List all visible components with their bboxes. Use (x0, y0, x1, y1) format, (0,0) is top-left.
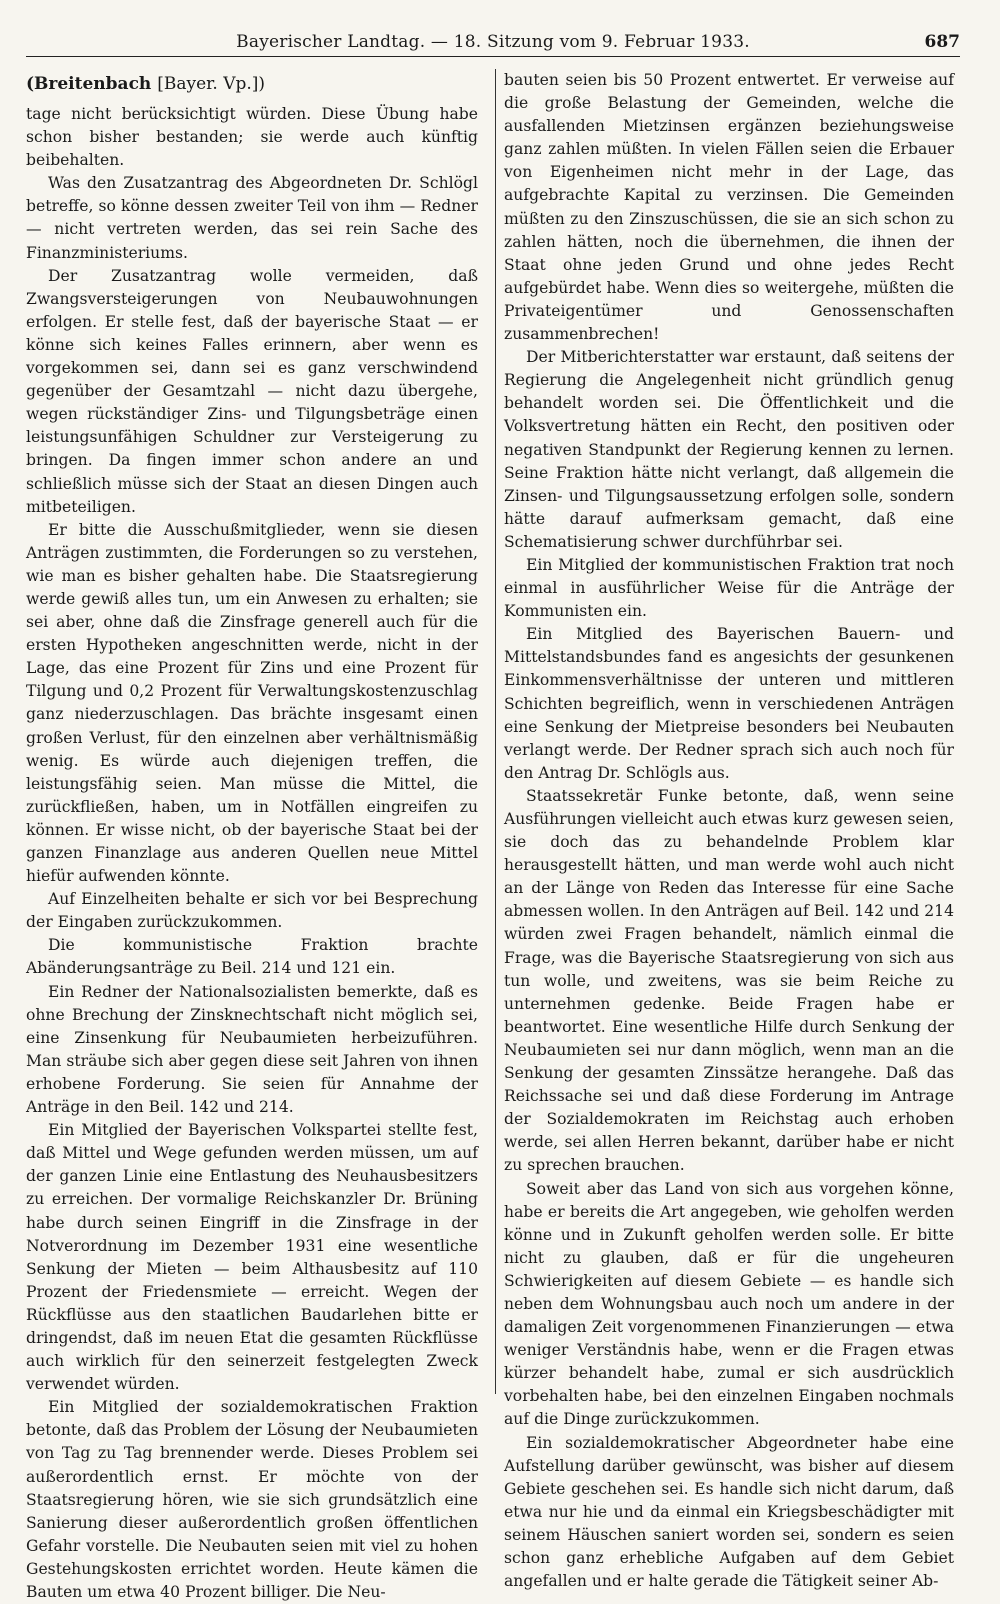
paragraph: Er bitte die Ausschußmitglieder, wenn sie diesen Anträgen zustimmten, die Forderungen so zu verstehen, wie man es bisher gehalten habe. Die Staatsregierung werde gewiß alles tun, um ein Anwesen zu erhalten; sie sei aber, ohne daß die Zinsfrage generell auch für die ersten Hypotheken angeschnitten werde, nicht in der Lage, das eine Prozent für Zins und eine Prozent für Tilgung und 0,2 Prozent für Verwaltungskostenzuschlag ganz niederzuschlagen. Das brächte insgesamt einen großen Verlust, für den einzelnen aber verhältnismäßig wenig. Es würde auch diejenigen treffen, die leistungsfähig seien. Man müsse die Mittel, die zurückfließen, haben, um in Notfällen eingreifen zu können. Er wisse nicht, ob der bayerische Staat bei der ganzen Finanzlage aus anderen Quellen neue Mittel hiefür aufwenden könnte. (26, 520, 478, 886)
paragraph: Ein sozialdemokratischer Abgeordneter habe eine Aufstellung darüber gewünscht, was bisher auf diesem Gebiete geschehen sei. Es handle sich nicht darum, daß etwa nur hie und da einmal ein Kriegsbeschädigter mit seinem Häuschen saniert worden sei, sondern es seien schon ganz erhebliche Aufgaben auf dem Gebiet angefallen und er halte gerade die Tätigkeit seiner Ab- (504, 1433, 954, 1591)
paragraph: Was den Zusatzantrag des Abgeordneten Dr. Schlögl betreffe, so könne dessen zweiter Teil von ihm — Redner — nicht vertreten werden, das sei rein Sache des Finanzministeriums. (26, 174, 478, 262)
paragraph: bauten seien bis 50 Prozent entwertet. Er verweise auf die große Belastung der Gemeinden, welche die ausfallenden Mietzinsen ergänzen beziehungsweise ganz zahlen müßten. In vielen Fällen seien die Erbauer von Eigenheimen nicht mehr in der Lage, das aufgebrachte Kapital zu verzinsen. Die Gemeinden müßten zu den Zinszuschüssen, die sie an sich schon zu zahlen hätten, noch die übernehmen, die ihnen der Staat ohne jeden Grund und ohne jedes Recht aufgebürdet habe. Wenn dies so weitergehe, müßten die Privateigentümer und Genossenschaften zusammenbrechen! (504, 71, 954, 344)
paragraph: Staatssekretär Funke betonte, daß, wenn seine Ausführungen vielleicht auch etwas kurz gewesen seien, sie doch das zu behandelnde Problem klar herausgestellt hätten, und man werde wohl auch nicht an der Länge von Reden das Interesse für eine Sache abmessen wollen. In den Anträgen auf Beil. 142 und 214 würden zwei Fragen behandelt, nämlich einmal die Frage, was die Bayerische Staatsregierung von sich aus tun wolle, und zweitens, was sie beim Reiche zu unternehmen gedenke. Beide Fragen habe er beantwortet. Eine wesentliche Hilfe durch Senkung der Neubaumieten sei nur dann möglich, wenn man an die Senkung der gesamten Zinssätze herangehe. Daß das Reichssache sei und daß diese Forderung im Antrage der Sozialdemokraten im Reichstag auch erhoben werde, sei allen Herren bekannt, darüber habe er nicht zu sprechen brauchen. (504, 786, 954, 1175)
paragraph: Soweit aber das Land von sich aus vorgehen könne, habe er bereits die Art angegeben, wie geholfen werden könne und in Zukunft geholfen werden solle. Er bitte nicht zu glauben, daß er für die ungeheuren Schwierigkeiten auf diesem Gebiete — es handle sich neben dem Wohnungsbau auch noch um andere in der damaligen Zeit vorgenommenen Finanzierungen — etwa weniger Verständnis habe, wenn er die Fragen etwas kürzer behandelt habe, zumal er sich ausdrücklich vorbehalten habe, bei den einzelnen Eingaben nochmals auf die Dinge zurückzukommen. (504, 1179, 954, 1429)
paragraph: Der Zusatzantrag wolle vermeiden, daß Zwangsversteigerungen von Neubauwohnungen erfolgen. Er stelle fest, daß der bayerische Staat — er könne sich keines Falles erinnern, aber wenn es vorgekommen sei, dann sei es ganz verschwindend gegenüber der Gesamtzahl — nicht dazu übergehe, wegen rückständiger Zins- und Tilgungsbeträge einen leistungsunfähigen Schuldner zur Versteigerung zu bringen. Da fingen immer schon andere an und schließlich müsse sich der Staat an diesen Dingen auch mitbeteiligen. (26, 266, 478, 516)
page-number: 687 (924, 32, 960, 52)
paragraph: Ein Redner der Nationalsozialisten bemerkte, daß es ohne Brechung der Zinsknechtschaft nicht möglich sei, eine Zinsenkung für Neubaumieten herbeizuführen. Man sträube sich aber gegen diese seit Jahren von ihnen erhobene Forderung. Sie seien für Annahme der Anträge in den Beil. 142 und 214. (26, 982, 478, 1117)
speaker-heading (26, 71, 478, 97)
speaker-name: (Breitenbach (26, 74, 152, 94)
page-header (26, 28, 960, 57)
paragraph: Der Mitberichterstatter war erstaunt, daß seitens der Regierung die Angelegenheit nicht gründlich genug behandelt worden sei. Die Öffentlichkeit und die Volksvertretung hätten ein Recht, den positiven oder negativen Standpunkt der Regierung kennen zu lernen. Seine Fraktion hätte nicht verlangt, daß allgemein die Zinsen- und Tilgungsaussetzung erfolgen solle, sondern hätte darauf aufmerksam gemacht, daß eine Schematisierung schwer durchführbar sei. (504, 348, 954, 551)
paragraph: Die kommunistische Fraktion brachte Abänderungsanträge zu Beil. 214 und 121 ein. (26, 936, 478, 978)
text-columns (26, 69, 960, 1604)
right-column (496, 69, 954, 1604)
speaker-party: [Bayer. Vp.]) (157, 74, 266, 94)
paragraph: Ein Mitglied der Bayerischen Volkspartei stellte fest, daß Mittel und Wege gefunden werden müssen, um auf der ganzen Linie eine Entlastung des Neuhausbesitzers zu erreichen. Der vormalige Reichskanzler Dr. Brüning habe durch seinen Eingriff in die Zinsfrage in der Notverordnung im Dezember 1931 eine wesentliche Senkung der Mieten — beim Althausbesitz auf 110 Prozent der Friedensmiete — erreicht. Wegen der Rückflüsse aus den staatlichen Baudarlehen bitte er dringendst, daß im neuen Etat die gesamten Rückflüsse auch wirklich für den seinerzeit festgelegten Zweck verwendet würden. (26, 1121, 478, 1394)
paragraph: tage nicht berücksichtigt würden. Diese Übung habe schon bisher bestanden; sie werde auch künftig beibehalten. (26, 105, 478, 170)
header-title: Bayerischer Landtag. — 18. Sitzung vom 9. Februar 1933. (236, 32, 750, 52)
column-divider (495, 69, 496, 1394)
paragraph: Auf Einzelheiten behalte er sich vor bei Besprechung der Eingaben zurückzukommen. (26, 890, 478, 932)
paragraph: Ein Mitglied des Bayerischen Bauern- und Mittelstandsbundes fand es angesichts der gesunkenen Einkommensverhältnisse der unteren und mittleren Schichten begreiflich, wenn in verschiedenen Anträgen eine Senkung der Mietpreise besonders bei Neubauten verlangt werde. Der Redner sprach sich auch noch für den Antrag Dr. Schlögls aus. (504, 625, 954, 782)
left-column (26, 69, 484, 1604)
paragraph: Ein Mitglied der kommunistischen Fraktion trat noch einmal in ausführlicher Weise für die Anträge der Kommunisten ein. (504, 555, 954, 621)
paragraph: Ein Mitglied der sozialdemokratischen Fraktion betonte, daß das Problem der Lösung der Neubaumieten von Tag zu Tag brennender werde. Dieses Problem sei außerordentlich ernst. Er möchte von der Staatsregierung hören, wie sie sich grundsätzlich eine Sanierung dieser außerordentlich großen öffentlichen Gefahr vorstelle. Die Neubauten seien mit viel zu hohen Gestehungskosten errichtet worden. Heute kämen die Bauten um etwa 40 Prozent billiger. Die Neu- (26, 1398, 478, 1601)
